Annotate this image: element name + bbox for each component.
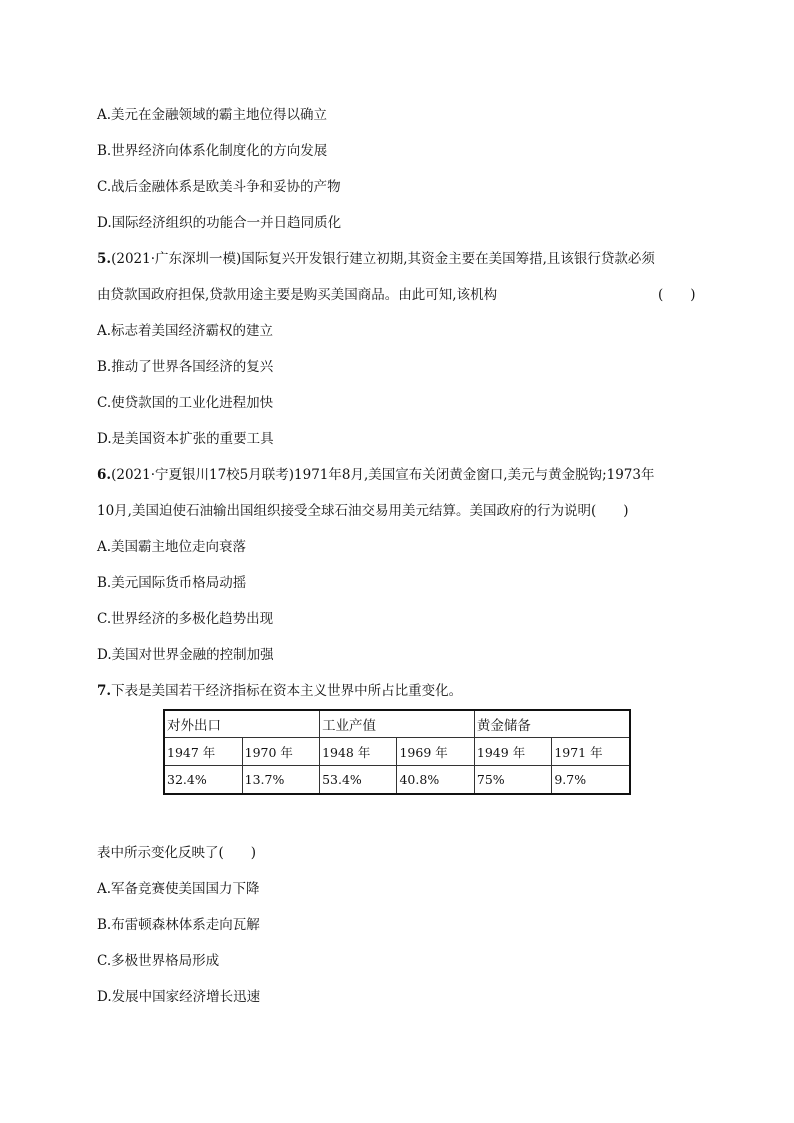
q7-option-a: A.军备竞赛使美国国力下降 xyxy=(97,881,260,897)
year-cell: 1971 年 xyxy=(552,738,630,766)
q4-option-d: D.国际经济组织的功能合一并日趋同质化 xyxy=(97,215,342,231)
q7-option-d: D.发展中国家经济增长迅速 xyxy=(97,989,261,1005)
q5-stem-line2: 由贷款国政府担保,贷款用途主要是购买美国商品。由此可知,该机构 xyxy=(97,287,498,303)
q7-option-b: B.布雷顿森林体系走向瓦解 xyxy=(97,917,260,933)
year-cell: 1947 年 xyxy=(164,738,242,766)
value-cell: 53.4% xyxy=(320,766,397,795)
q4-option-c: C.战后金融体系是欧美斗争和妥协的产物 xyxy=(97,179,341,195)
q5-stem-text: (2021·广东深圳一模)国际复兴开发银行建立初期,其资金主要在美国筹措,且该银行贷款必须 xyxy=(111,251,655,267)
q6-stem-line1 xyxy=(97,466,654,484)
q6-stem-text: (2021·宁夏银川17校5月联考)1971年8月,美国宣布关闭黄金窗口,美元与黄金脱钩;1973年 xyxy=(111,467,655,483)
us-economic-share-table xyxy=(163,709,631,795)
year-cell: 1949 年 xyxy=(474,738,551,766)
year-cell: 1970 年 xyxy=(242,738,319,766)
q5-option-d: D.是美国资本扩张的重要工具 xyxy=(97,431,274,447)
q5-option-b: B.推动了世界各国经济的复兴 xyxy=(97,359,274,375)
q4-option-b: B.世界经济向体系化制度化的方向发展 xyxy=(97,143,328,159)
q6-option-a: A.美国霸主地位走向衰落 xyxy=(97,539,247,555)
value-cell: 9.7% xyxy=(552,766,630,795)
q6-option-d: D.美国对世界金融的控制加强 xyxy=(97,647,274,663)
q7-option-c: C.多极世界格局形成 xyxy=(97,953,220,969)
q6-option-b: B.美元国际货币格局动摇 xyxy=(97,575,247,591)
q7-stem xyxy=(97,682,462,700)
q4-option-a: A.美元在金融领域的霸主地位得以确立 xyxy=(97,107,328,123)
year-cell: 1948 年 xyxy=(320,738,397,766)
value-cell: 13.7% xyxy=(242,766,319,795)
q6-number: 6. xyxy=(97,467,112,483)
table-year-row xyxy=(164,738,630,766)
header-industrial-output: 工业产值 xyxy=(320,710,475,738)
q5-stem-line1 xyxy=(97,250,655,268)
q5-answer-paren: ( ) xyxy=(658,287,696,303)
q5-number: 5. xyxy=(97,251,112,267)
value-cell: 40.8% xyxy=(397,766,474,795)
year-cell: 1969 年 xyxy=(397,738,474,766)
value-cell: 75% xyxy=(474,766,551,795)
q7-number: 7. xyxy=(97,683,112,699)
q7-stem-text: 下表是美国若干经济指标在资本主义世界中所占比重变化。 xyxy=(111,683,463,699)
q5-option-a: A.标志着美国经济霸权的建立 xyxy=(97,323,274,339)
q6-option-c: C.世界经济的多极化趋势出现 xyxy=(97,611,274,627)
value-cell: 32.4% xyxy=(164,766,242,795)
q6-stem-line2: 10月,美国迫使石油输出国组织接受全球石油交易用美元结算。美国政府的行为说明( ) xyxy=(97,503,629,519)
q7-question: 表中所示变化反映了( ) xyxy=(97,845,257,861)
header-gold-reserves: 黄金储备 xyxy=(474,710,630,738)
table-value-row xyxy=(164,766,630,795)
header-exports: 对外出口 xyxy=(164,710,320,738)
table-header-row xyxy=(164,710,630,738)
q5-option-c: C.使贷款国的工业化进程加快 xyxy=(97,395,274,411)
